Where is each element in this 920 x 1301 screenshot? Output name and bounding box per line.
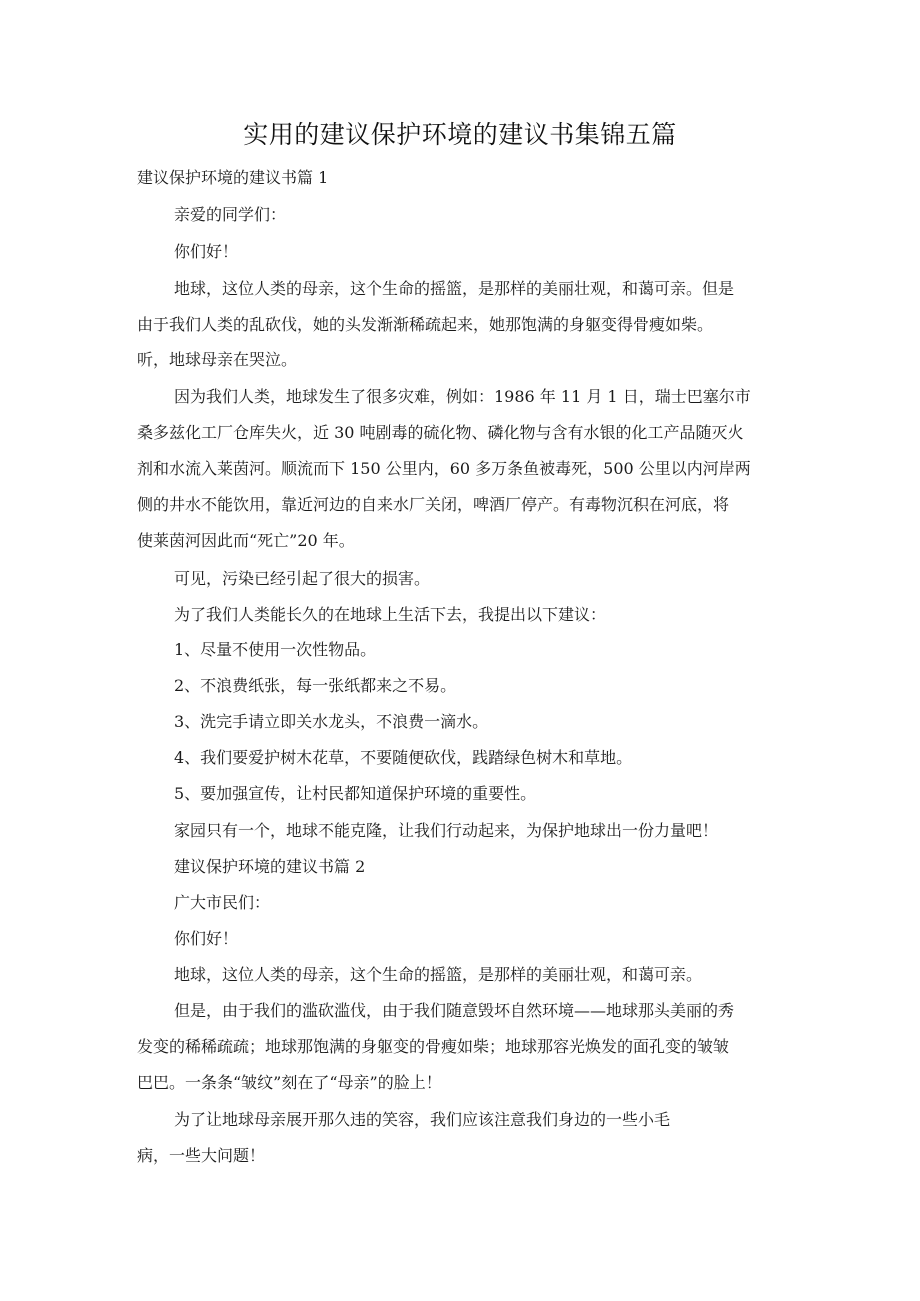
paragraph-line: 由于我们人类的乱砍伐，她的头发渐渐稀疏起来，她那饱满的身躯变得骨瘦如柴。	[137, 315, 714, 334]
paragraph-line: 广大市民们：	[174, 893, 271, 912]
paragraph-line: 亲爱的同学们：	[174, 205, 287, 224]
list-item: 1、尽量不使用一次性物品。	[174, 640, 377, 659]
paragraph-line: 你们好！	[174, 929, 239, 948]
section-heading-1: 建议保护环境的建议书篇 1	[137, 168, 329, 187]
paragraph-line: 地球，这位人类的母亲，这个生命的摇篮，是那样的美丽壮观，和蔼可亲。但是	[174, 279, 735, 298]
paragraph-line: 发变的稀稀疏疏；地球那饱满的身躯变的骨瘦如柴；地球那容光焕发的面孔变的皱皱	[137, 1037, 730, 1056]
list-item: 4、我们要爱护树木花草，不要随便砍伐，践踏绿色树木和草地。	[174, 748, 633, 767]
paragraph-line: 巴巴。一条条“皱纹”刻在了“母亲”的脸上！	[137, 1073, 442, 1092]
section-heading-2: 建议保护环境的建议书篇 2	[174, 857, 366, 876]
paragraph-line: 家园只有一个，地球不能克隆，让我们行动起来，为保护地球出一份力量吧！	[174, 821, 719, 840]
paragraph-line: 剂和水流入莱茵河。顺流而下 150 公里内，60 多万条鱼被毒死，500 公里以内河岸两	[137, 459, 751, 478]
paragraph-line: 可见，污染已经引起了很大的损害。	[174, 569, 431, 588]
paragraph-line: 地球，这位人类的母亲，这个生命的摇篮，是那样的美丽壮观，和蔼可亲。	[174, 965, 703, 984]
paragraph-line: 为了让地球母亲展开那久违的笑容，我们应该注意我们身边的一些小毛	[174, 1110, 671, 1129]
list-item: 3、洗完手请立即关水龙头，不浪费一滴水。	[174, 712, 489, 731]
list-item: 2、不浪费纸张，每一张纸都来之不易。	[174, 676, 457, 695]
document-title: 实用的建议保护环境的建议书集锦五篇	[243, 120, 677, 149]
paragraph-line: 因为我们人类，地球发生了很多灾难，例如：1986 年 11 月 1 日，瑞士巴塞尔市	[174, 387, 751, 406]
paragraph-line: 听，地球母亲在哭泣。	[137, 350, 298, 369]
paragraph-line: 为了我们人类能长久的在地球上生活下去，我提出以下建议：	[174, 605, 607, 624]
paragraph-line: 你们好！	[174, 242, 239, 261]
list-item: 5、要加强宣传，让村民都知道保护环境的重要性。	[174, 784, 537, 803]
paragraph-line: 病，一些大问题！	[137, 1146, 266, 1165]
paragraph-line: 使莱茵河因此而“死亡”20 年。	[137, 531, 355, 550]
paragraph-line: 桑多兹化工厂仓库失火，近 30 吨剧毒的硫化物、磷化物与含有水银的化工产品随灭火	[137, 423, 744, 442]
paragraph-line: 侧的井水不能饮用，靠近河边的自来水厂关闭，啤酒厂停产。有毒物沉积在河底，将	[137, 495, 730, 514]
paragraph-line: 但是，由于我们的滥砍滥伐，由于我们随意毁坏自然环境——地球那头美丽的秀	[174, 1001, 735, 1020]
